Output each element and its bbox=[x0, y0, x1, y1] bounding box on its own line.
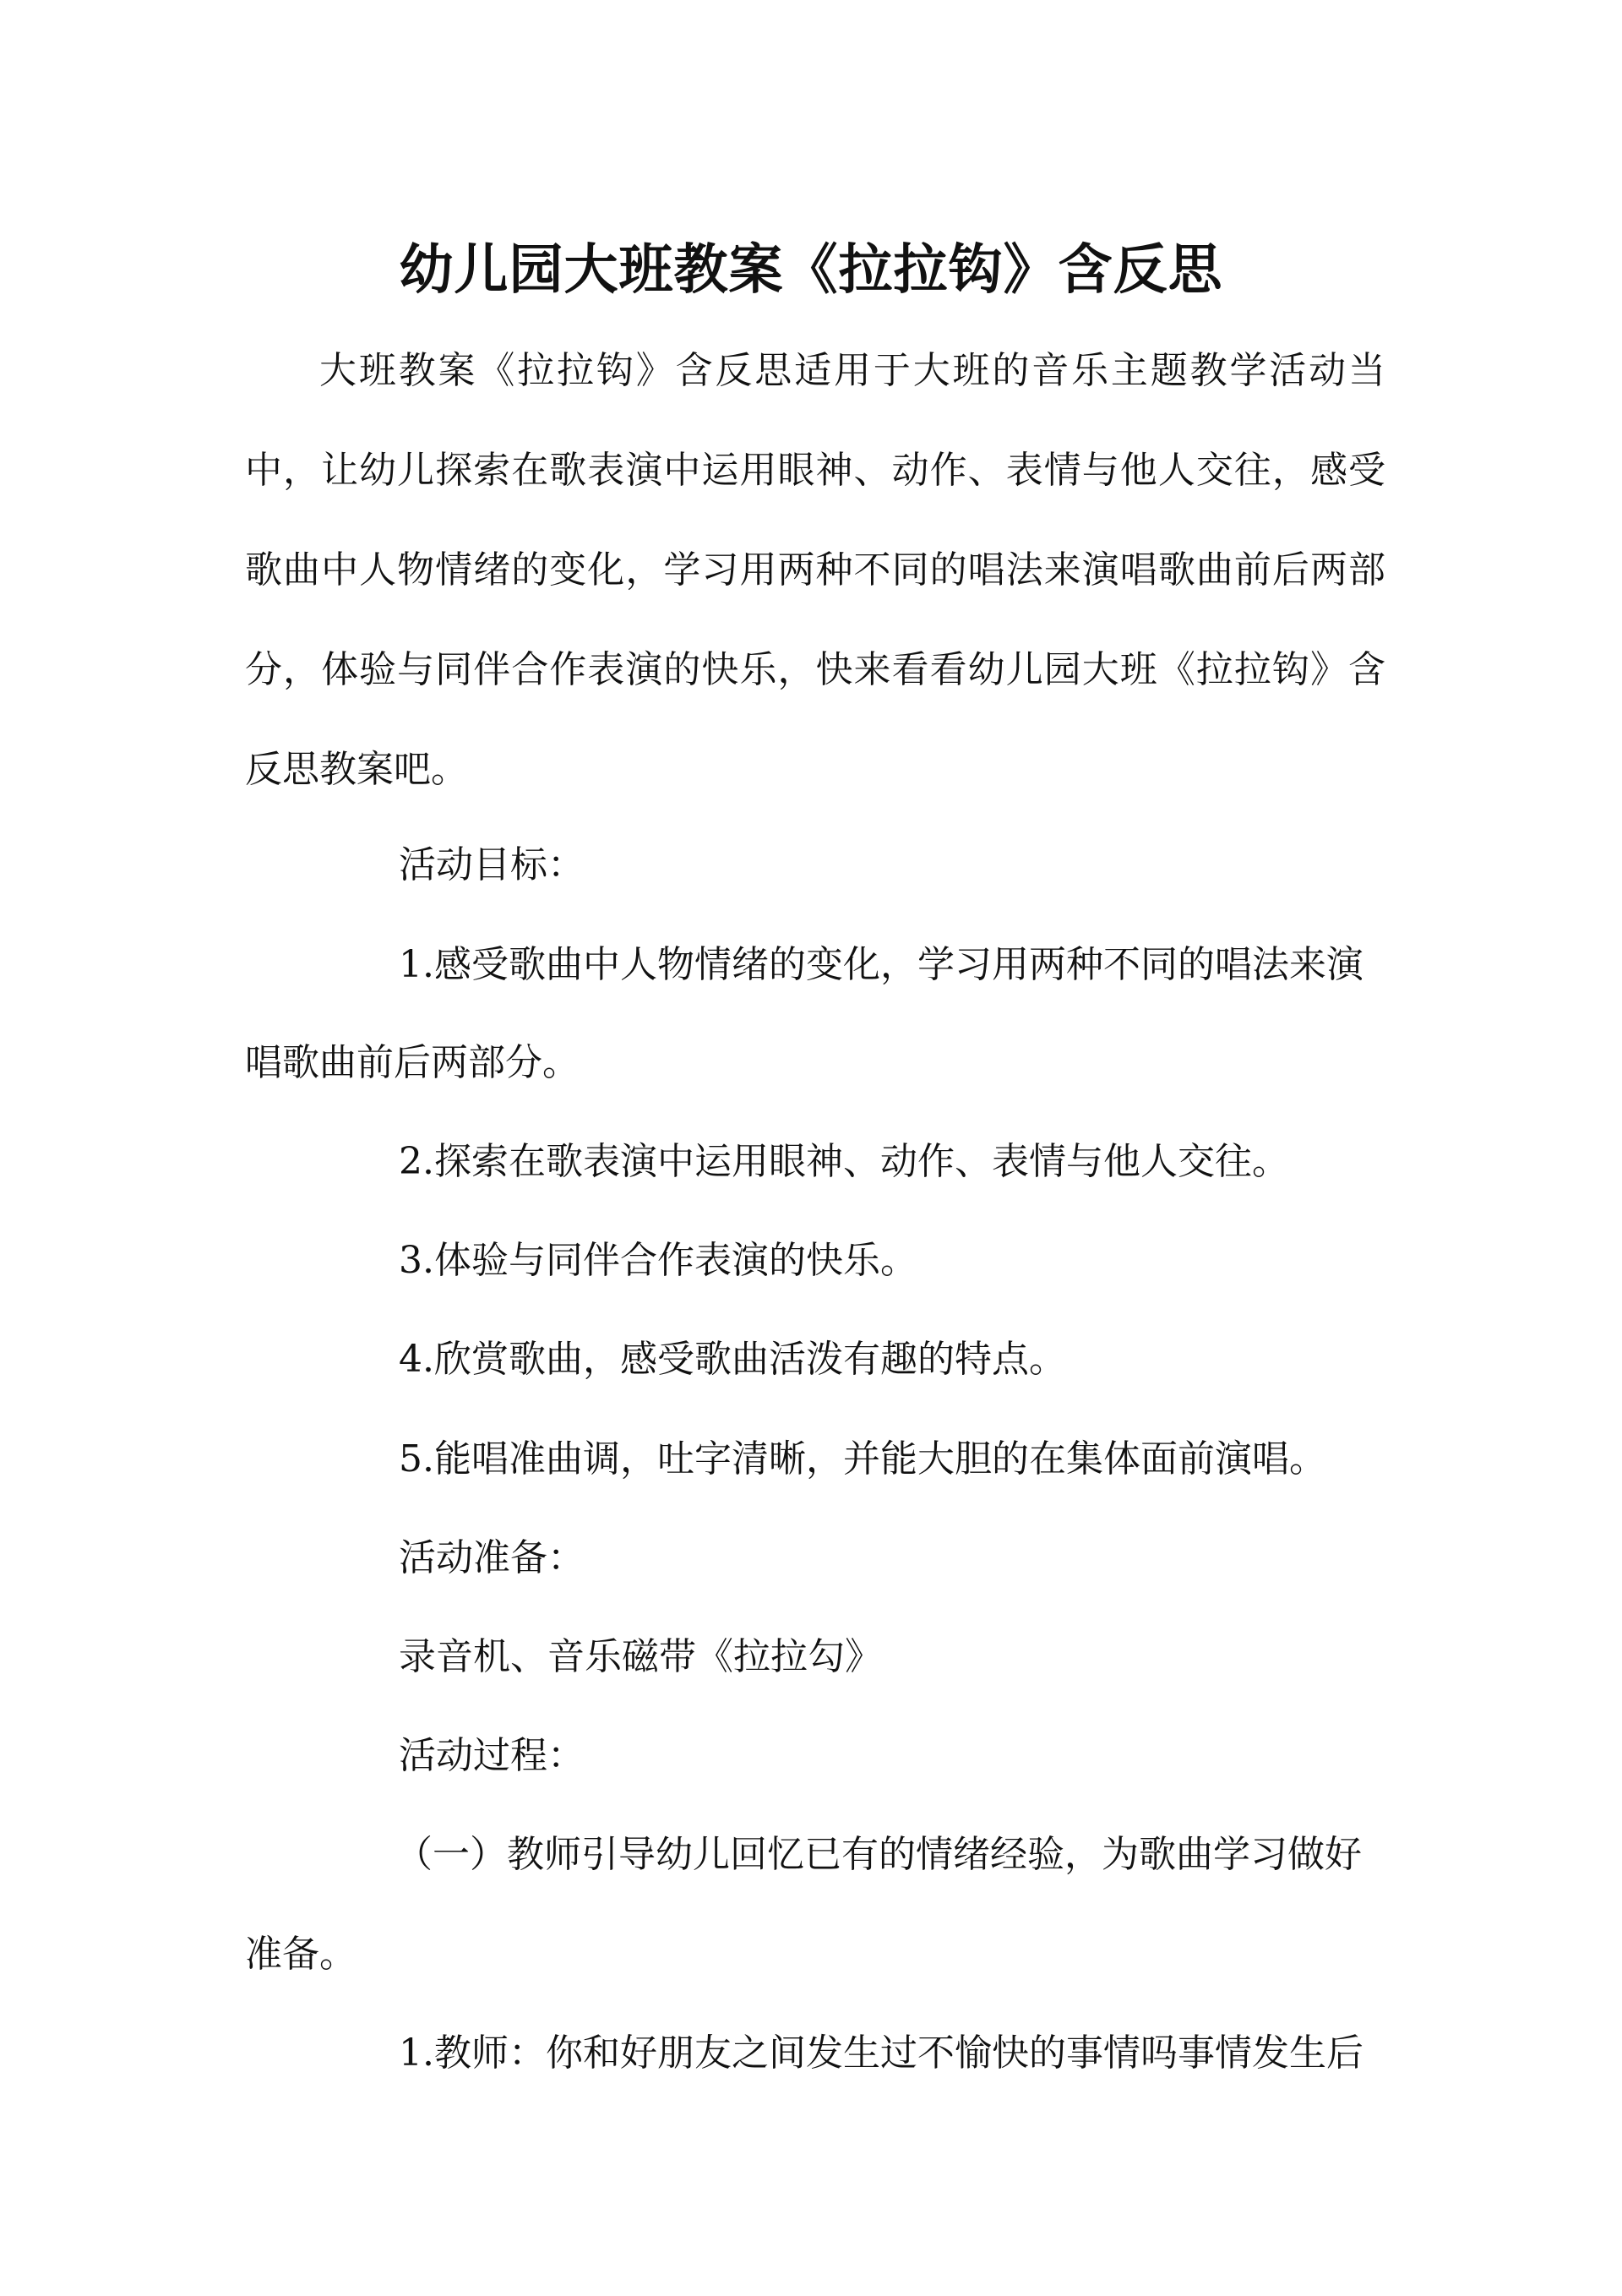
prep-heading: 活动准备： bbox=[399, 1536, 585, 1579]
goal-5: 5.能唱准曲调，吐字清晰，并能大胆的在集体面前演唱。 bbox=[399, 1437, 1326, 1481]
goal-1-line-1: 1.感受歌曲中人物情绪的变化，学习用两种不同的唱法来演 bbox=[399, 943, 1363, 986]
document-title: 幼儿园大班教案《拉拉钩》含反思 bbox=[399, 237, 1223, 302]
step-1-line-1: （一）教师引导幼儿回忆已有的情绪经验，为歌曲学习做好 bbox=[395, 1833, 1362, 1876]
prep-items: 录音机、音乐磁带《拉拉勾》 bbox=[399, 1635, 882, 1678]
goal-4: 4.欣赏歌曲，感受歌曲活泼有趣的特点。 bbox=[399, 1338, 1066, 1381]
goal-3: 3.体验与同伴合作表演的快乐。 bbox=[399, 1239, 917, 1282]
goal-1-line-2: 唱歌曲前后两部分。 bbox=[245, 1041, 580, 1084]
process-heading: 活动过程： bbox=[399, 1734, 585, 1777]
step-1-line-2: 准备。 bbox=[245, 1933, 357, 1976]
step-1-question: 1.教师：你和好朋友之间发生过不愉快的事情吗事情发生后 bbox=[399, 2031, 1363, 2075]
goal-2: 2.探索在歌表演中运用眼神、动作、表情与他人交往。 bbox=[399, 1140, 1289, 1183]
goals-heading: 活动目标： bbox=[399, 843, 585, 886]
intro-paragraph: 大班教案《拉拉钩》含反思适用于大班的音乐主题教学活动当中，让幼儿探索在歌表演中运用眼神、动作、表情与他人交往，感受歌曲中人物情绪的变化，学习用两种不同的唱法来演唱歌曲前后两部分，体验与同伴合作表演的快乐，快来看看幼儿园大班《拉拉钩》含反思教案吧。 bbox=[245, 349, 1385, 791]
